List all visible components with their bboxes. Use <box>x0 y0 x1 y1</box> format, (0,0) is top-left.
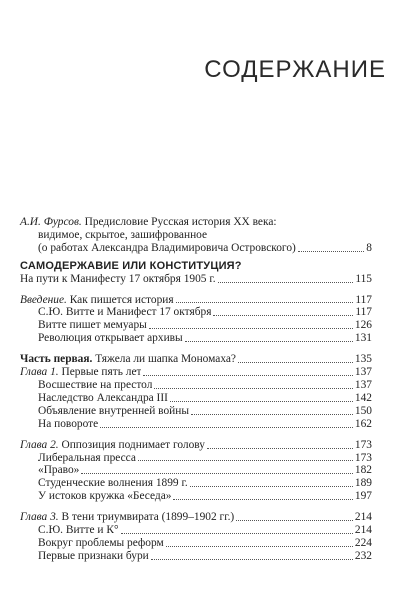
toc-item-label: С.Ю. Витте и Манифест 17 октября <box>38 306 212 319</box>
toc-item-label: У истоков кружка «Беседа» <box>38 490 172 503</box>
chapter-entry[interactable] <box>20 366 372 379</box>
page-number: 162 <box>354 417 372 430</box>
page-number: 126 <box>354 319 372 332</box>
toc-item[interactable] <box>20 477 372 490</box>
leader-dots <box>238 362 353 363</box>
page-number: 224 <box>354 536 372 549</box>
toc-item[interactable] <box>20 332 372 345</box>
chapter-label: В тени триумвирата (1899–1902 гг.) <box>58 511 235 524</box>
intro-label: Как пишется история <box>66 293 174 306</box>
toc-item-label: Революция открывает архивы <box>38 332 183 345</box>
page-number: 137 <box>354 366 372 379</box>
page-number: 142 <box>354 391 372 404</box>
page-number: 135 <box>354 353 372 366</box>
leader-dots <box>207 448 353 449</box>
toc-item[interactable] <box>20 490 372 503</box>
leader-dots <box>191 414 353 415</box>
chapter-label: Оппозиция поднимает голову <box>58 438 205 451</box>
chapter-label: Первые пять лет <box>58 366 142 379</box>
chapter-entry[interactable] <box>20 511 372 524</box>
toc-item[interactable] <box>20 550 372 563</box>
preface-title-3: (о работах Александра Владимировича Островского) <box>38 241 296 254</box>
page-number: 173 <box>354 451 372 464</box>
toc-item[interactable] <box>20 319 372 332</box>
toc-item-label: Наследство Александра III <box>38 391 168 404</box>
preface-line2: видимое, скрытое, зашифрованное <box>38 228 208 241</box>
toc-item-label: Объявление внутренней войны <box>38 404 189 417</box>
intro-entry[interactable] <box>20 294 372 307</box>
toc-item[interactable] <box>20 392 372 405</box>
toc-item-label: С.Ю. Витте и К° <box>38 524 119 537</box>
subtitle-entry[interactable] <box>20 273 372 286</box>
chapter-prefix: Глава 3. <box>20 511 59 524</box>
preface-line1[interactable] <box>20 216 372 229</box>
page-number: 189 <box>354 477 372 490</box>
page-number: 214 <box>354 511 372 524</box>
leader-dots <box>138 460 353 461</box>
leader-dots <box>218 282 354 283</box>
toc-item-label: Витте пишет мемуары <box>38 319 147 332</box>
preface-entry[interactable] <box>20 242 372 255</box>
leader-dots <box>81 473 353 474</box>
leader-dots <box>298 251 364 252</box>
page-number: 232 <box>354 549 372 562</box>
leader-dots <box>185 341 353 342</box>
toc-item[interactable] <box>20 537 372 550</box>
page-number: 173 <box>354 438 372 451</box>
intro-prefix: Введение. <box>20 293 67 306</box>
part-label: Тяжела ли шапка Мономаха? <box>92 353 236 366</box>
toc-item-label: Восшествие на престол <box>38 378 153 391</box>
toc-item[interactable] <box>20 418 372 431</box>
page-number: 197 <box>354 490 372 503</box>
leader-dots <box>236 520 353 521</box>
page-number: 182 <box>354 464 372 477</box>
toc-item-label: Студенческие волнения 1899 г. <box>38 477 188 490</box>
leader-dots <box>121 533 353 534</box>
leader-dots <box>151 559 353 560</box>
toc-item[interactable] <box>20 452 372 465</box>
subtitle-label: На пути к Манифесту 17 октября 1905 г. <box>20 272 216 285</box>
table-of-contents <box>20 216 372 563</box>
page-number: 214 <box>354 524 372 537</box>
page-number: 8 <box>366 241 372 254</box>
preface-author: А.И. Фурсов. <box>20 216 82 228</box>
toc-item-label: Вокруг проблемы реформ <box>38 536 164 549</box>
page-title: СОДЕРЖАНИЕ <box>204 56 386 83</box>
page-number: 115 <box>355 272 372 285</box>
page-number: 137 <box>354 378 372 391</box>
leader-dots <box>170 401 353 402</box>
toc-item-label: «Право» <box>38 464 80 477</box>
toc-item-label: Первые признаки бури <box>38 549 149 562</box>
toc-item[interactable] <box>20 464 372 477</box>
page-number: 117 <box>355 293 372 306</box>
chapter-prefix: Глава 1. <box>20 366 59 379</box>
toc-item[interactable] <box>20 306 372 319</box>
page-number: 131 <box>354 332 372 345</box>
page-number: 150 <box>354 404 372 417</box>
page-number: 117 <box>355 306 372 319</box>
toc-item[interactable] <box>20 379 372 392</box>
book-heading: САМОДЕРЖАВИЕ ИЛИ КОНСТИТУЦИЯ? <box>20 259 242 272</box>
leader-dots <box>190 486 353 487</box>
toc-item-label: Либеральная пресса <box>38 451 136 464</box>
leader-dots <box>143 375 352 376</box>
chapter-prefix: Глава 2. <box>20 438 59 451</box>
part-entry[interactable] <box>20 353 372 366</box>
leader-dots <box>176 302 354 303</box>
leader-dots <box>149 328 353 329</box>
leader-dots <box>100 427 353 428</box>
toc-item[interactable] <box>20 524 372 537</box>
leader-dots <box>166 546 353 547</box>
preface-title-1: Предисловие Русская история XX века: <box>81 216 277 228</box>
chapter-entry[interactable] <box>20 439 372 452</box>
leader-dots <box>213 315 353 316</box>
part-lead: Часть первая. <box>20 353 93 366</box>
toc-item-label: На повороте <box>38 417 99 430</box>
leader-dots <box>173 499 352 500</box>
leader-dots <box>154 388 353 389</box>
toc-item[interactable] <box>20 405 372 418</box>
